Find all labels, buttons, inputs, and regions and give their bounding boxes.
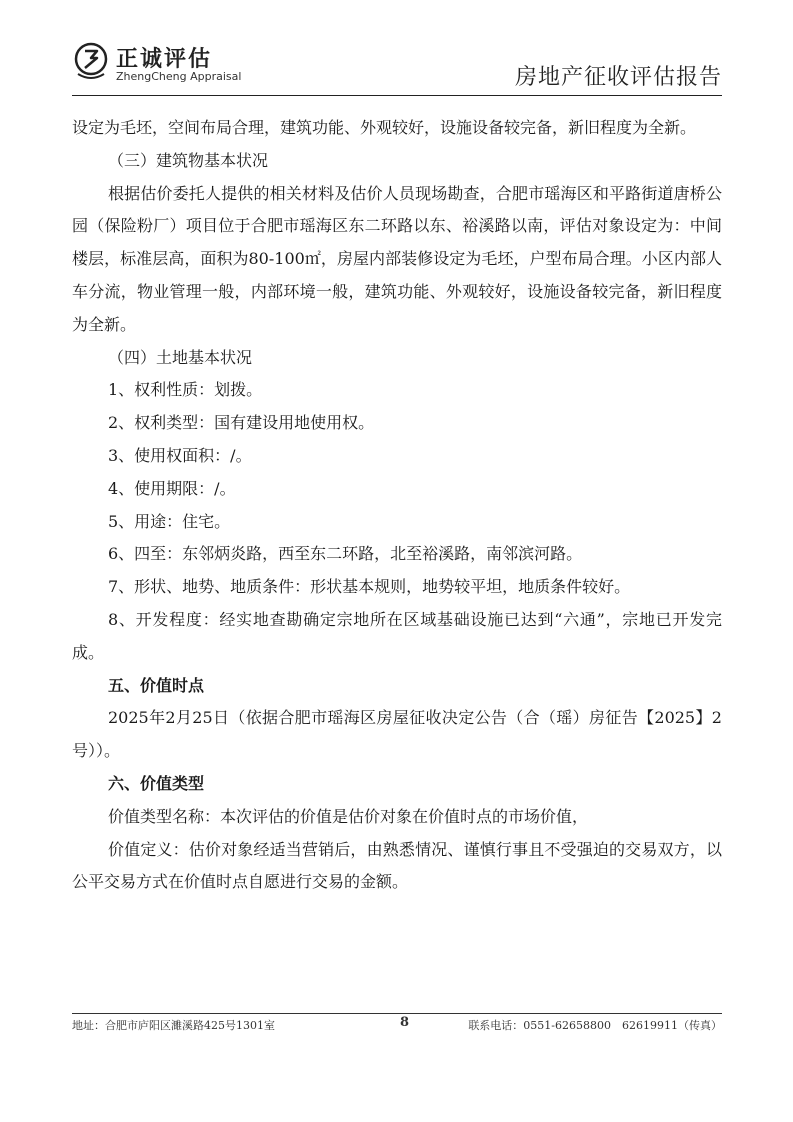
paragraph: 价值类型名称：本次评估的价值是估价对象在价值时点的市场价值， <box>108 806 589 826</box>
paragraph: 6、四至：东邻炳炎路，西至东二环路，北至裕溪路，南邻滨河路。 <box>108 544 583 564</box>
paragraph: 2025年2月25日（依据合肥市瑶海区房屋征收决定公告（合（瑶）房征告【2025】2号））。 <box>72 708 722 761</box>
footer-phone: 联系电话：0551-62658800 62619911（传真） <box>468 1019 722 1032</box>
page-number: 8 <box>400 1015 410 1030</box>
company-logo <box>72 40 282 90</box>
paragraph: 5、用途：住宅。 <box>108 511 231 531</box>
company-logo-icon <box>72 40 110 80</box>
paragraph: 根据估价委托人提供的相关材料及估价人员现场勘查，合肥市瑶海区和平路街道唐桥公园（保险粉厂）项目位于合肥市瑶海区东二环路以东、裕溪路以南，评估对象设定为：中间楼层，标准层高，面积为80-100㎡，房屋内部装修设定为毛坯，户型布局合理。小区内部人车分流，物业管理一般，内部环境一般，建筑功能、外观较好，设施设备较完备，新旧程度为全新。 <box>72 183 722 334</box>
footer-divider <box>72 1013 722 1014</box>
section-heading: 六、价值类型 <box>108 773 205 793</box>
page-footer <box>72 1017 722 1037</box>
paragraph: （三）建筑物基本状况 <box>108 150 269 170</box>
document-body <box>72 112 722 899</box>
logo-chinese-name: 正诚评估 <box>116 47 213 72</box>
paragraph: 4、使用期限：/。 <box>108 478 236 498</box>
paragraph: 设定为毛坯，空间布局合理，建筑功能、外观较好，设施设备较完备，新旧程度为全新。 <box>72 118 697 137</box>
paragraph: 7、形状、地势、地质条件：形状基本规则，地势较平坦，地质条件较好。 <box>108 577 631 597</box>
paragraph: 3、使用权面积：/。 <box>108 445 252 465</box>
footer-address: 地址：合肥市庐阳区濉溪路425号1301室 <box>72 1019 275 1032</box>
paragraph: 1、权利性质：划拨。 <box>108 380 263 400</box>
page-header <box>72 40 722 92</box>
paragraph: 价值定义：估价对象经适当营销后，由熟悉情况、谨慎行事且不受强迫的交易双方，以公平交易方式在价值时点自愿进行交易的金额。 <box>72 839 722 892</box>
paragraph: （四）土地基本状况 <box>108 347 253 367</box>
section-heading: 五、价值时点 <box>108 675 205 695</box>
paragraph: 2、权利类型：国有建设用地使用权。 <box>108 413 375 433</box>
logo-english-name: ZhengCheng Appraisal <box>116 70 242 83</box>
paragraph: 8、开发程度：经实地查勘确定宗地所在区域基础设施已达到“六通”，宗地已开发完成。 <box>72 609 722 662</box>
header-divider <box>72 95 722 96</box>
report-title: 房地产征收评估报告 <box>514 65 722 90</box>
